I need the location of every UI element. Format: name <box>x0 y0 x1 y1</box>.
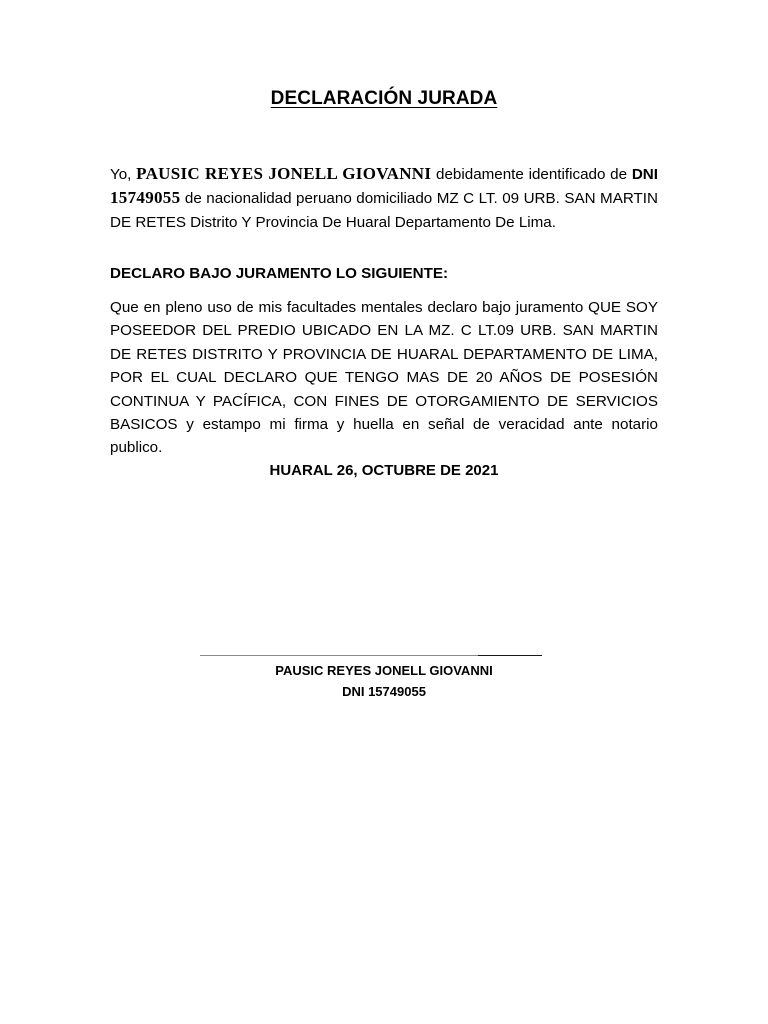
declarant-name: PAUSIC REYES JONELL GIOVANNI <box>136 164 432 183</box>
signature-line-segment <box>478 655 542 656</box>
place-date: HUARAL 26, OCTUBRE DE 2021 <box>269 462 499 479</box>
signature-dni: DNI 15749055 <box>342 684 426 699</box>
intro-rest: de nacionalidad peruano domiciliado MZ C LT. 09 URB. SAN MARTIN DE RETES Distrito Y Provincia De Huaral Departamento De Lima. <box>110 190 658 231</box>
dni-number: 15749055 <box>110 188 181 208</box>
intro-mid: debidamente identificado de <box>431 166 632 183</box>
declaro-heading: DECLARO BAJO JURAMENTO LO SIGUIENTE: <box>110 265 449 282</box>
intro-paragraph <box>110 162 658 234</box>
document-title: DECLARACIÓN JURADA <box>270 88 498 109</box>
declaration-paragraph: Que en pleno uso de mis facultades mentales declaro bajo juramento QUE SOY POSEEDOR DEL PREDIO UBICADO EN LA MZ. C LT.09 URB. SAN MARTIN DE RETES DISTRITO Y PROVINCIA DE HUARAL DEPARTAMENTO DE LIMA, POR EL CUAL DECLARO QUE TENGO MAS DE 20 AÑOS DE POSESIÓN CONTINUA Y PACÍFICA, CON FINES DE OTORGAMIENTO DE SERVICIOS BASICOS y estampo mi firma y huella en señal de veracidad ante notario publico. <box>110 299 658 457</box>
signature-name: PAUSIC REYES JONELL GIOVANNI <box>275 663 493 678</box>
dni-label: DNI <box>631 166 658 183</box>
intro-prefix: Yo, <box>110 166 137 183</box>
